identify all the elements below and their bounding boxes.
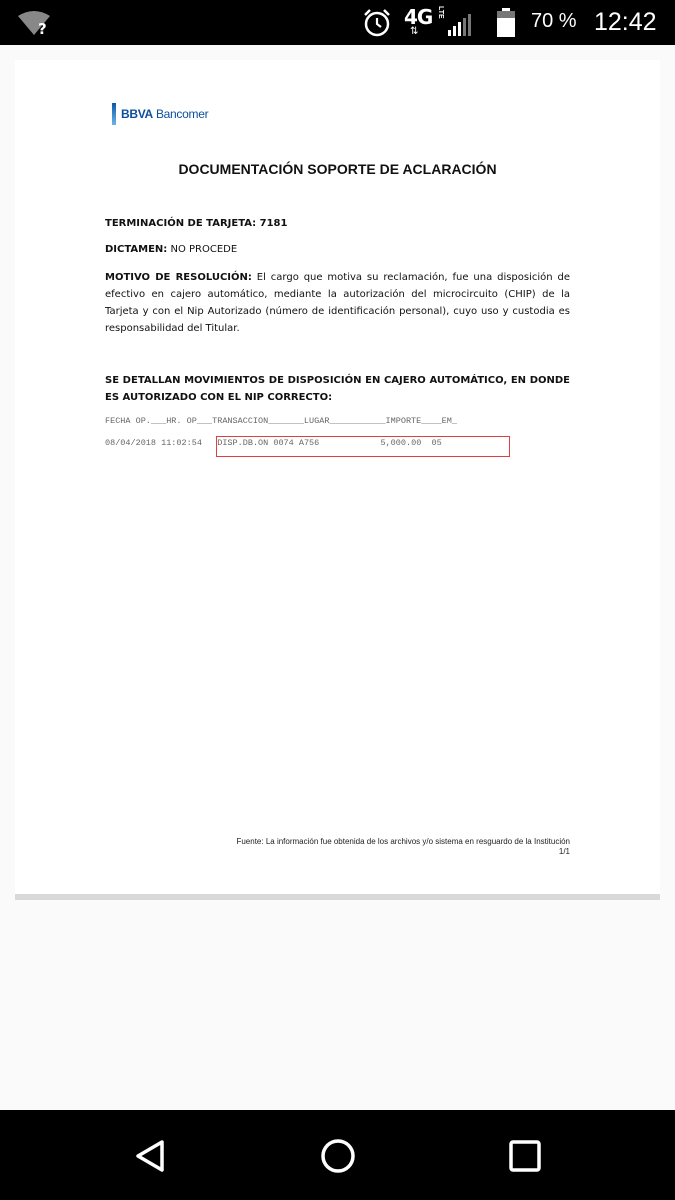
row-amount: 5,000.00 — [380, 438, 422, 448]
home-icon[interactable] — [318, 1136, 358, 1176]
wifi-unknown-icon — [16, 10, 52, 36]
alarm-icon — [362, 8, 392, 38]
back-icon[interactable] — [130, 1136, 170, 1176]
highlight-box — [216, 436, 510, 457]
page-number: 1/1 — [558, 847, 570, 856]
footer-note: Fuente: La información fue obtenida de los archivos y/o sistema en resguardo de la Institución 1/1 — [215, 837, 570, 857]
row-em: 05 — [431, 438, 442, 448]
page-edge — [15, 894, 660, 900]
document-title: DOCUMENTACIÓN SOPORTE DE ACLARACIÓN — [178, 161, 497, 177]
recents-icon[interactable] — [505, 1136, 545, 1176]
card-termination: TERMINACIÓN DE TARJETA: 7181 — [105, 218, 288, 229]
row-transaction: DISP.DB.ON 0074 A756 — [217, 438, 320, 448]
document-page[interactable] — [15, 60, 660, 894]
network-type: 4G — [404, 5, 433, 29]
battery-icon — [496, 8, 516, 38]
logo-mark-icon — [112, 103, 116, 125]
motivo-resolucion: MOTIVO DE RESOLUCIÓN: El cargo que motiva su reclamación, fue una disposición de efectivo en cajero automático, mediante la autorización del microcircuito (CHIP) de la Tarjeta y con el Nip Autorizado (número de identificación personal), cuyo uso y custodia es responsabilidad del Titular. — [105, 272, 571, 334]
bank-logo: BBVA Bancomer — [112, 102, 208, 126]
table-header: FECHA OP.___HR. OP___TRANSACCION_______LUGAR___________IMPORTE____EM_ — [105, 416, 457, 426]
clock: 12:42 — [594, 8, 657, 36]
svg-text:?: ? — [38, 20, 47, 36]
dictamen: DICTAMEN: NO PROCEDE — [105, 244, 238, 255]
data-activity-icon: ⇅ — [410, 26, 419, 37]
battery-percent: 70 % — [531, 10, 577, 32]
row-date: 08/04/2018 11:02:54 — [105, 438, 202, 448]
navigation-bar — [0, 1110, 675, 1200]
status-bar — [0, 0, 675, 45]
signal-icon — [446, 13, 472, 37]
network-subtype: LTE — [437, 6, 444, 19]
movements-heading: SE DETALLAN MOVIMIENTOS DE DISPOSICIÓN EN CAJERO AUTOMÁTICO, EN DONDE ES AUTORIZADO CON EL NIP CORRECTO: — [105, 375, 570, 403]
